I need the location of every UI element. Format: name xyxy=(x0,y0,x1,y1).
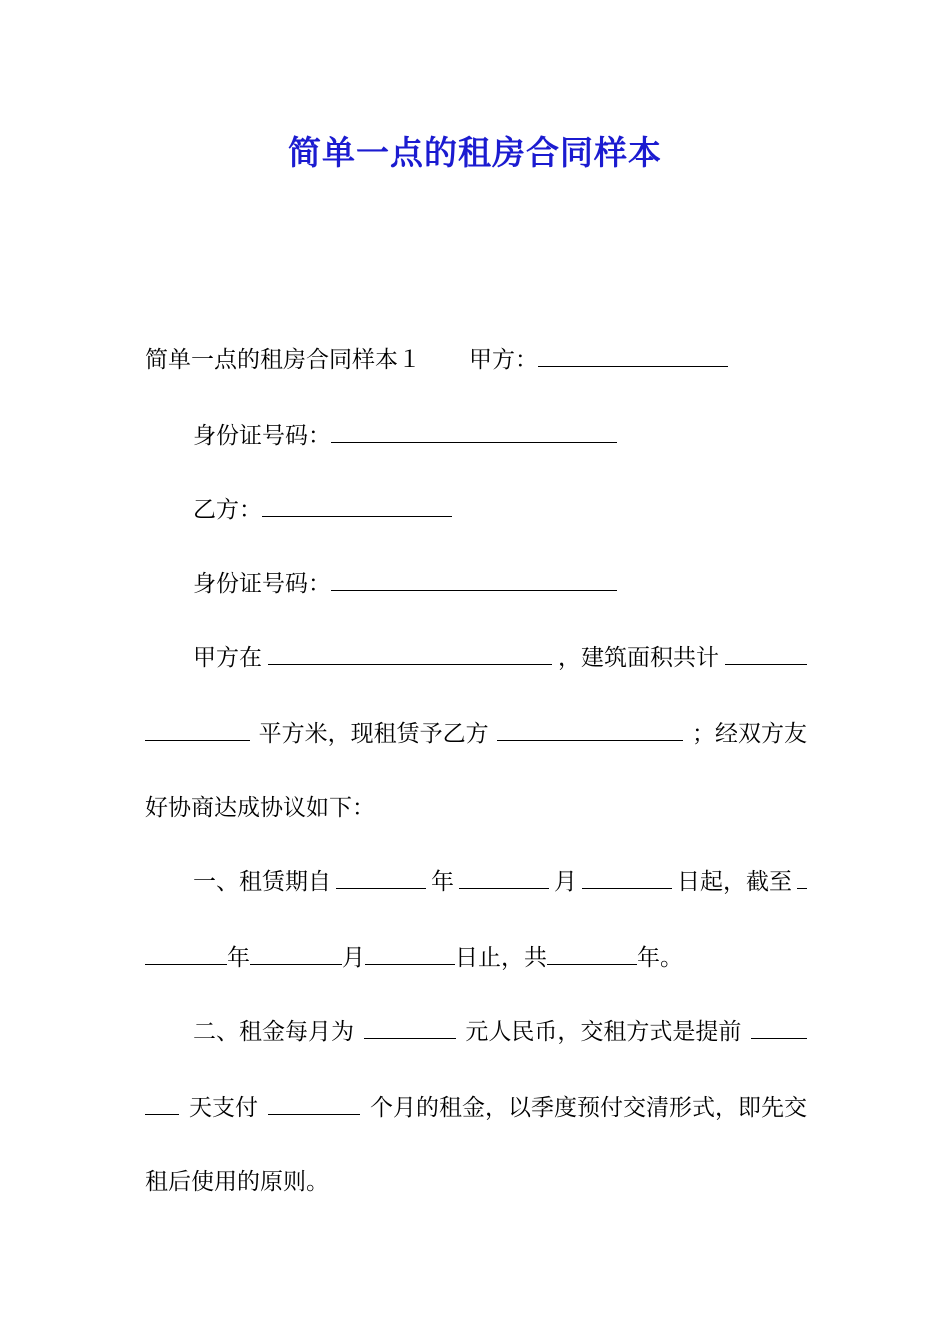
end-month-blank xyxy=(250,938,342,965)
clause1-end-year-label: 年 xyxy=(227,945,250,971)
area-blank-a xyxy=(725,638,807,665)
party-b-line xyxy=(193,490,807,530)
clause2-text-2: 元人民币，交租方式是提前 xyxy=(465,1019,742,1045)
advance-days-blank-a xyxy=(751,1012,807,1039)
clause1-year-label: 年 xyxy=(431,869,454,895)
clause2-line-1 xyxy=(193,1012,807,1052)
end-year-blank-a xyxy=(797,862,807,889)
premises-text-3: 平方米，现租赁予乙方 xyxy=(258,721,489,747)
monthly-rent-blank xyxy=(364,1012,456,1039)
premises-text-1: 甲方在 xyxy=(193,645,262,671)
clause2-text-1: 二、租金每月为 xyxy=(193,1019,354,1045)
clause1-year-end-label: 年。 xyxy=(637,945,683,971)
clause1-month-label: 月 xyxy=(554,869,577,895)
advance-days-blank-b xyxy=(145,1088,179,1115)
party-b-id-blank xyxy=(331,564,617,591)
clause2-line-2 xyxy=(145,1088,807,1128)
clause1-text-1: 一、租赁期自 xyxy=(193,869,331,895)
premises-line-1 xyxy=(193,638,807,678)
party-b-id-line xyxy=(193,564,807,604)
party-a-id-blank xyxy=(331,416,617,443)
party-a-blank xyxy=(538,340,728,367)
document-title: 简单一点的租房合同样本 xyxy=(288,133,662,172)
clause1-line-2 xyxy=(145,938,807,978)
party-a-label: 甲方： xyxy=(469,347,538,373)
party-b-id-label: 身份证号码： xyxy=(193,571,331,597)
premises-address-blank xyxy=(268,638,552,665)
term-years-blank xyxy=(547,938,637,965)
end-year-blank-b xyxy=(145,938,227,965)
clause2-line-3 xyxy=(145,1162,807,1202)
area-blank-b xyxy=(145,714,250,741)
start-day-blank xyxy=(582,862,672,889)
contract-heading: 简单一点的租房合同样本１ xyxy=(145,347,421,373)
months-paid-blank xyxy=(268,1088,360,1115)
premises-line-2 xyxy=(145,714,807,754)
clause2-text-3: 天支付 xyxy=(189,1095,258,1121)
clause1-day-start-label: 日起，截至 xyxy=(677,869,792,895)
party-a-id-line xyxy=(193,416,807,456)
premises-text-2: ，建筑面积共计 xyxy=(558,645,719,671)
contract-heading-line xyxy=(145,340,807,380)
clause1-day-end-label: 日止，共 xyxy=(455,945,547,971)
clause1-line-1 xyxy=(193,862,807,902)
lease-purpose-blank xyxy=(497,714,683,741)
premises-line-3 xyxy=(145,788,807,828)
premises-text-4: ；经双方友 xyxy=(691,721,807,747)
clause2-text-4: 个月的租金，以季度预付交清形式，即先交 xyxy=(370,1095,807,1121)
party-b-blank xyxy=(262,490,452,517)
clause1-end-month-label: 月 xyxy=(342,945,365,971)
clause2-text-5: 租后使用的原则。 xyxy=(145,1169,329,1195)
party-b-label: 乙方： xyxy=(193,497,262,523)
party-a-id-label: 身份证号码： xyxy=(193,423,331,449)
premises-text-5: 好协商达成协议如下： xyxy=(145,795,375,821)
end-day-blank xyxy=(365,938,455,965)
start-month-blank xyxy=(459,862,549,889)
start-year-blank xyxy=(336,862,426,889)
